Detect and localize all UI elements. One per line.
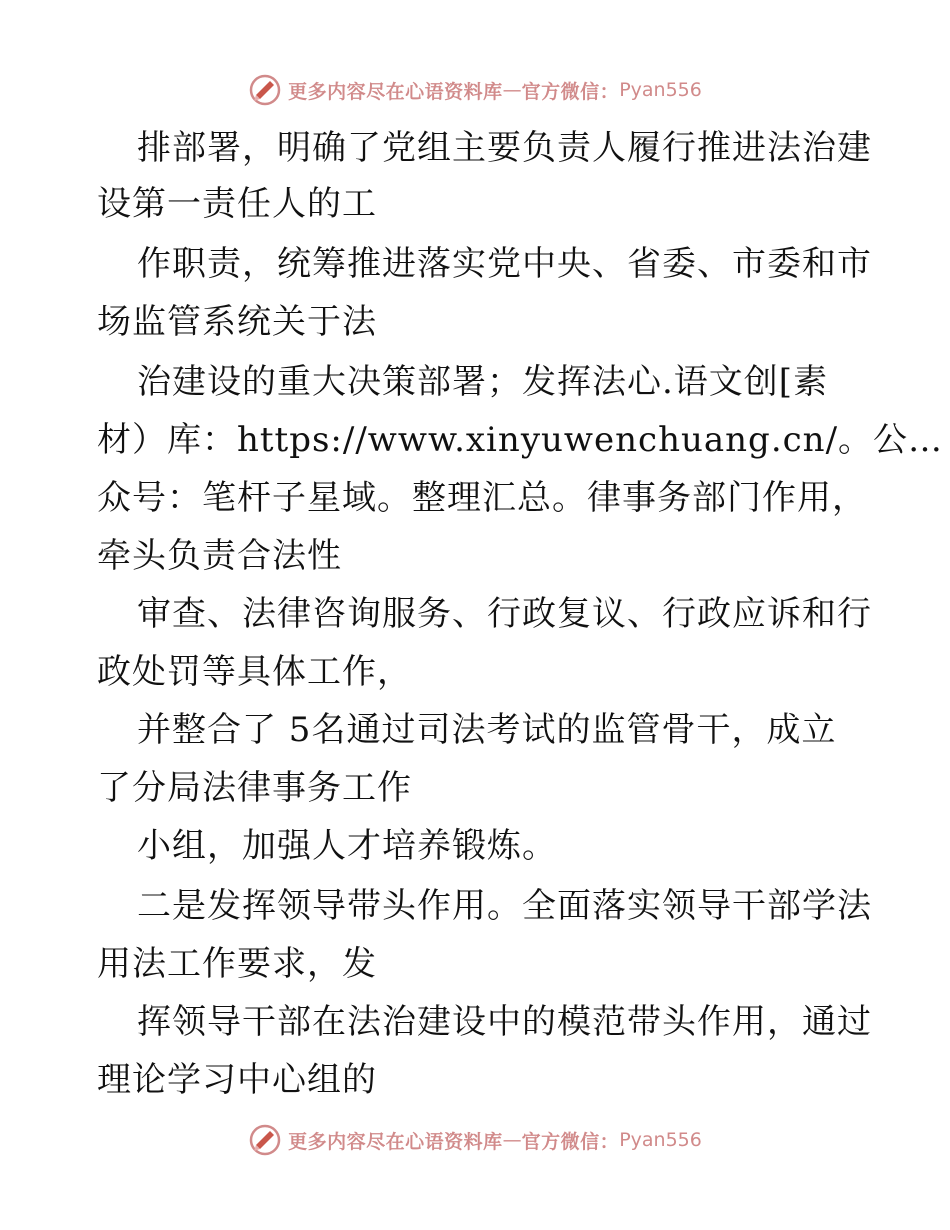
banner-dash: — [502, 79, 522, 101]
text-line: 了分局法律事务工作 [97, 768, 412, 808]
text-line: 并整合了 5名通过司法考试的监管骨干，成立 [137, 710, 837, 750]
text-line: 场监管系统关于法 [97, 302, 377, 342]
text-line: 治建设的重大决策部署；发挥法心.语文创[素 [137, 362, 829, 402]
text-line: 二是发挥领导带头作用。全面落实领导干部学法 [137, 886, 872, 926]
text-line: 小组，加强人才培养锻炼。 [137, 826, 557, 866]
banner-wechat-label: 官方微信： [521, 1130, 620, 1153]
footer-watermark-banner [0, 1120, 950, 1160]
text-line: 设第一责任人的工 [97, 184, 377, 224]
text-line: 众号：笔杆子星域。整理汇总。律事务部门作用， [97, 478, 867, 518]
banner-wechat-id: Pyan556 [619, 1129, 702, 1151]
header-watermark-banner [0, 70, 950, 110]
banner-text: 更多内容尽在心语资料库 [288, 80, 503, 103]
text-line: 牵头负责合法性 [97, 536, 342, 576]
text-line: 理论学习中心组的 [97, 1060, 377, 1100]
text-line: 排部署，明确了党组主要负责人履行推进法治建 [137, 128, 872, 168]
text-line: 作职责，统筹推进落实党中央、省委、市委和市 [137, 244, 872, 284]
text-line: 审查、法律咨询服务、行政复议、行政应诉和行 [137, 594, 872, 634]
text-line: 材）库：https://www.xinyuwenchuang.cn/。公… [97, 420, 944, 460]
banner-dash: — [502, 1129, 522, 1151]
pen-logo-icon [248, 1123, 282, 1157]
banner-wechat-label: 官方微信： [521, 80, 620, 103]
pen-logo-icon [248, 73, 282, 107]
text-line: 政处罚等具体工作， [97, 652, 412, 692]
text-line: 用法工作要求，发 [97, 944, 377, 984]
text-line: 挥领导干部在法治建设中的模范带头作用，通过 [137, 1002, 872, 1042]
banner-wechat-id: Pyan556 [619, 79, 702, 101]
banner-text: 更多内容尽在心语资料库 [288, 1130, 503, 1153]
